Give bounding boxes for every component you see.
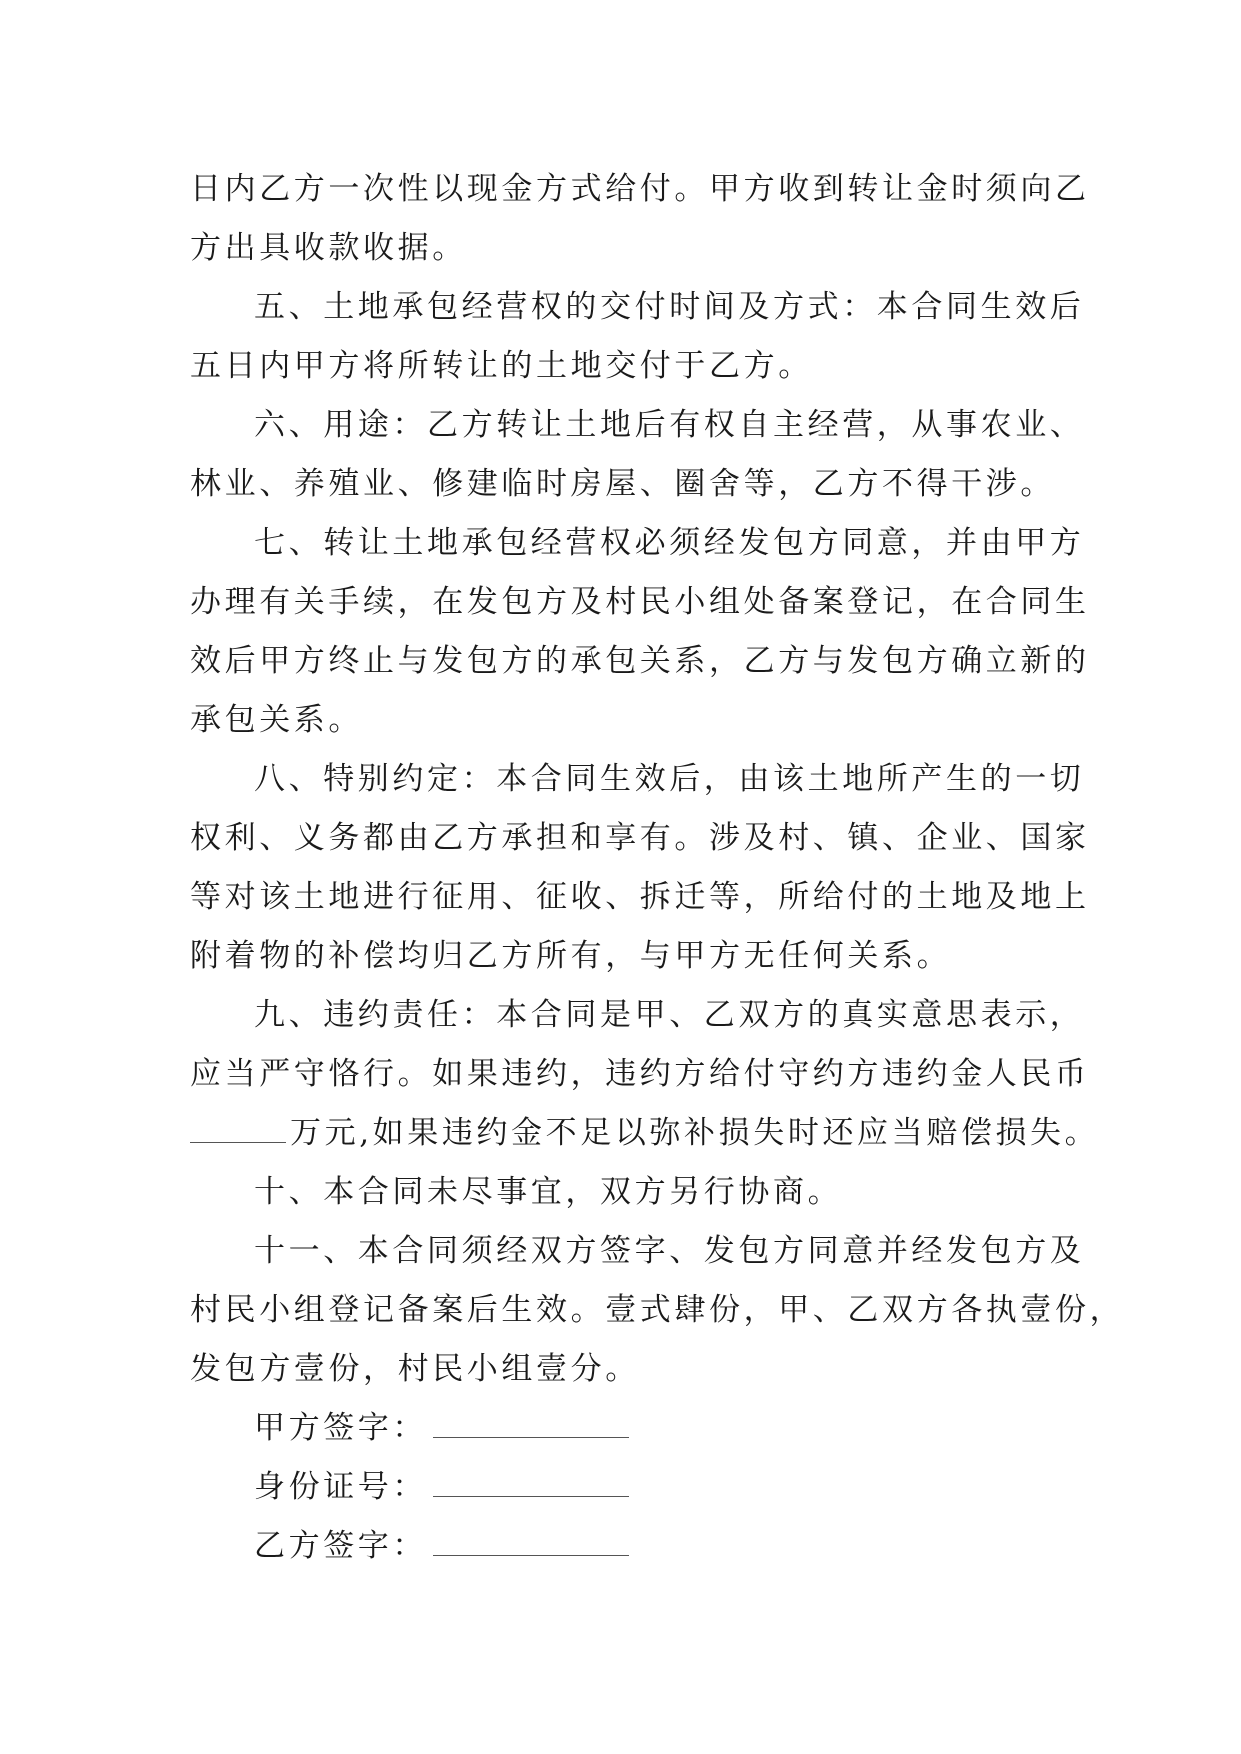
id-number-row	[190, 1458, 1050, 1517]
party-a-signature-label: 甲方签字：	[254, 1410, 427, 1446]
text-line: 方出具收款收据。	[190, 230, 467, 266]
party-b-signature-row	[190, 1517, 1050, 1576]
id-number-blank[interactable]	[433, 1466, 629, 1497]
clause-10: 十、本合同未尽事宜，双方另行协商。	[254, 1174, 843, 1210]
penalty-amount-blank[interactable]	[190, 1108, 286, 1143]
id-number-label: 身份证号：	[254, 1469, 427, 1505]
penalty-line	[190, 1104, 1100, 1163]
text-line: 附着物的补偿均归乙方所有，与甲方无任何关系。	[190, 938, 952, 974]
document-page	[190, 160, 1125, 1576]
text-line: 承包关系。	[190, 702, 363, 738]
text-line: 日内乙方一次性以现金方式给付。甲方收到转让金时须向乙	[190, 171, 1090, 207]
text-line: 五日内甲方将所转让的土地交付于乙方。	[190, 348, 813, 384]
text-line: 权利、义务都由乙方承担和享有。涉及村、镇、企业、国家	[190, 820, 1090, 856]
clause-7: 七、转让土地承包经营权必须经发包方同意，并由甲方	[254, 525, 1085, 561]
party-b-signature-blank[interactable]	[433, 1525, 629, 1556]
clause-9: 九、违约责任：本合同是甲、乙双方的真实意思表示，	[254, 997, 1085, 1033]
text-line: 办理有关手续，在发包方及村民小组处备案登记，在合同生	[190, 584, 1090, 620]
text-line: 发包方壹份，村民小组壹分。	[190, 1351, 640, 1387]
text-line: 林业、养殖业、修建临时房屋、圈舍等，乙方不得干涉。	[190, 466, 1055, 502]
clause-8: 八、特别约定：本合同生效后，由该土地所产生的一切	[254, 761, 1085, 797]
penalty-text: 万元,如果违约金不足以弥补损失时还应当赔偿损失。	[290, 1115, 1100, 1151]
text-line: 应当严守恪行。如果违约，违约方给付守约方违约金人民币	[190, 1056, 1090, 1092]
clause-6: 六、用途：乙方转让土地后有权自主经营，从事农业、	[254, 407, 1085, 443]
clause-11: 十一、本合同须经双方签字、发包方同意并经发包方及	[254, 1233, 1085, 1269]
text-line: 村民小组登记备案后生效。壹式肆份，甲、乙双方各执壹份，	[190, 1292, 1125, 1328]
party-a-signature-blank[interactable]	[433, 1407, 629, 1438]
party-a-signature-row	[190, 1399, 1050, 1458]
text-line: 等对该土地进行征用、征收、拆迁等，所给付的土地及地上	[190, 879, 1090, 915]
text-line: 效后甲方终止与发包方的承包关系，乙方与发包方确立新的	[190, 643, 1090, 679]
clause-5: 五、土地承包经营权的交付时间及方式：本合同生效后	[254, 289, 1085, 325]
party-b-signature-label: 乙方签字：	[254, 1528, 427, 1564]
